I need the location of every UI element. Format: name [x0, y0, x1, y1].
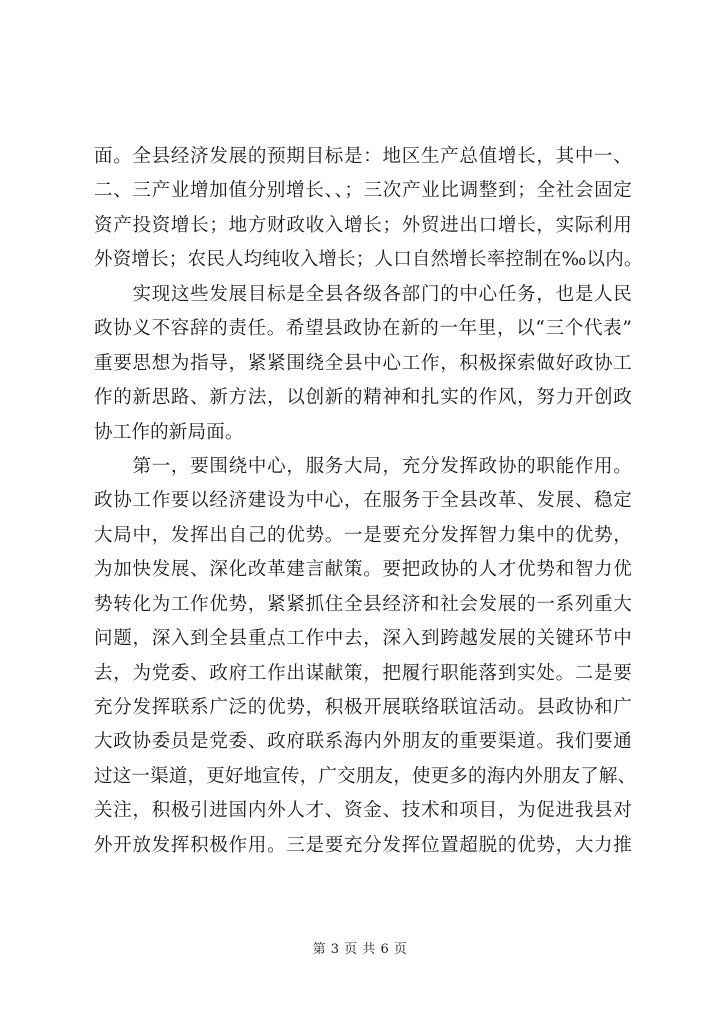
text-line: 实现这些发展目标是全县各级各部门的中心任务，也是人民: [94, 283, 632, 305]
text-line: 政协工作要以经济建设为中心，在服务于全县改革、发展、稳定: [94, 490, 632, 512]
text-line: 作的新思路、新方法，以创新的精神和扎实的作风，努力开创政: [94, 387, 632, 409]
text-line: 二、三产业增加值分别增长、、；三次产业比调整到；全社会固定: [94, 180, 632, 202]
text-line: 过这一渠道，更好地宣传，广交朋友，使更多的海内外朋友了解、: [94, 765, 637, 787]
page-footer: 第 3 页 共 6 页: [312, 942, 408, 957]
text-line: 大局中，发挥出自己的优势。一是要充分发挥智力集中的优势，: [94, 524, 632, 546]
text-line: 大政协委员是党委、政府联系海内外朋友的重要渠道。我们要通: [94, 731, 632, 753]
text-line: 关注，积极引进国内外人才、资金、技术和项目，为促进我县对: [94, 800, 632, 822]
text-line: 重要思想为指导，紧紧围绕全县中心工作，积极探索做好政协工: [94, 352, 632, 374]
text-line: 面。全县经济发展的预期目标是：地区生产总值增长，其中一、: [94, 146, 632, 167]
body-text: [94, 140, 643, 863]
text-line: 外资增长；农民人均纯收入增长；人口自然增长率控制在‰以内。: [94, 249, 643, 271]
text-line: 为加快发展、深化改革建言献策。要把政协的人才优势和智力优: [94, 559, 632, 581]
text-line: 去，为党委、政府工作出谋献策，把履行职能落到实处。二是要: [94, 662, 632, 684]
text-line: 外开放发挥积极作用。三是要充分发挥位置超脱的优势，大力推: [94, 834, 632, 856]
text-line: 协工作的新局面。: [94, 421, 244, 443]
text-line: 问题，深入到全县重点工作中去，深入到跨越发展的关键环节中: [94, 628, 632, 650]
text-line: 第一，要围绕中心，服务大局，充分发挥政协的职能作用。: [94, 455, 632, 477]
text-line: 资产投资增长；地方财政收入增长；外贸进出口增长，实际利用: [94, 214, 632, 236]
text-line: 充分发挥联系广泛的优势，积极开展联络联谊活动。县政协和广: [94, 697, 632, 718]
text-line: 政协义不容辞的责任。希望县政协在新的一年里，以“三个代表”: [94, 318, 632, 340]
text-line: 势转化为工作优势，紧紧抓住全县经济和社会发展的一系列重大: [94, 593, 632, 615]
